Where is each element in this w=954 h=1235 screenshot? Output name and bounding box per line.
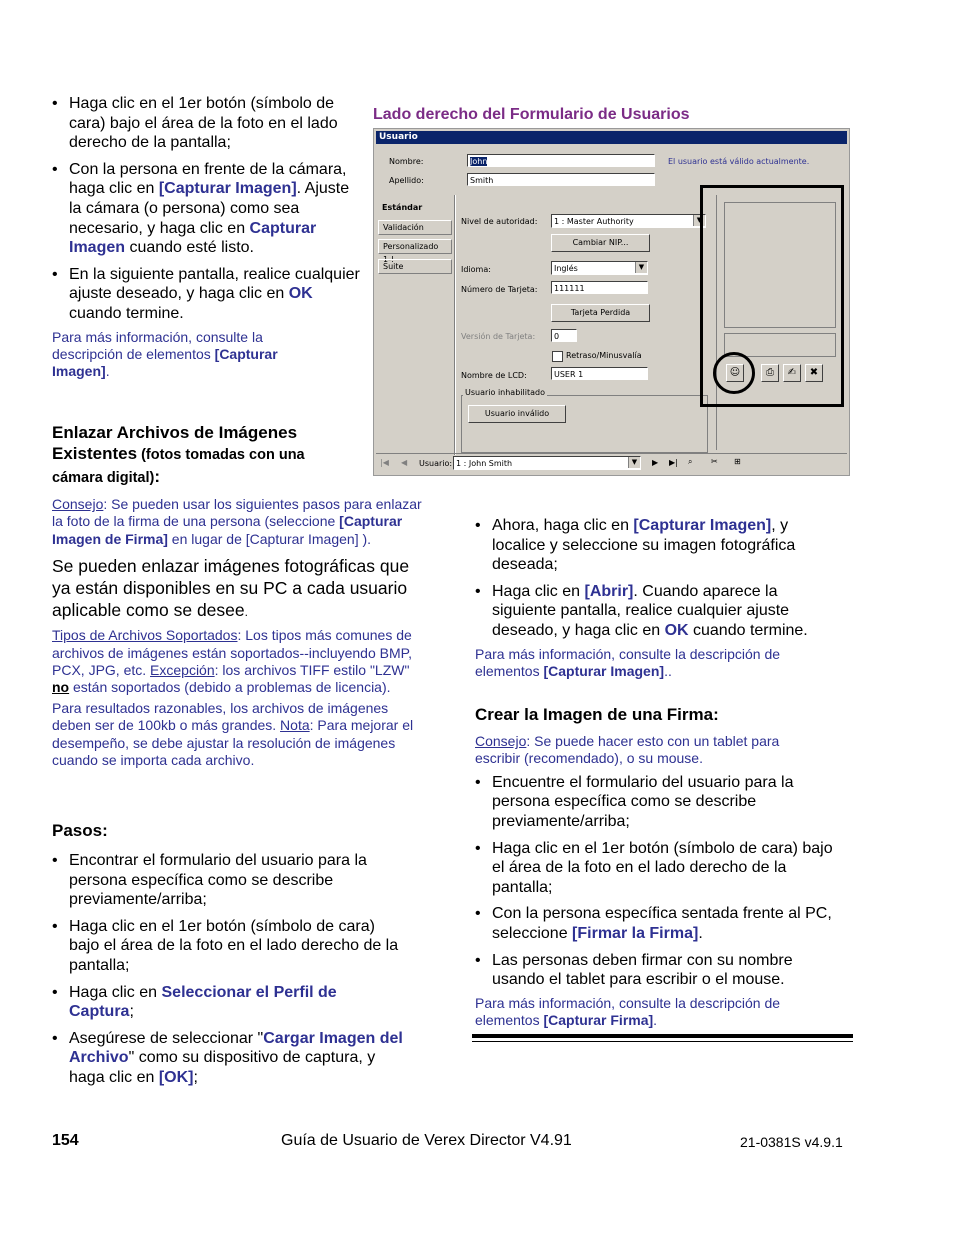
right-column — [475, 516, 837, 680]
signature-icon[interactable]: ✍ — [783, 364, 801, 382]
tarjeta-label: Número de Tarjeta: — [461, 285, 538, 294]
capture-image-link: [Capturar Imagen] — [633, 517, 772, 534]
tip-note: Consejo: Se pueden usar los siguientes pasos para enlazar la foto de la firma de una persona (seleccione [Capturar Imagen de Firma] en lugar de [Capturar Imagen] ). — [52, 496, 422, 547]
nav-divider — [376, 453, 847, 454]
signature-steps-list — [475, 773, 837, 990]
section-end-rule — [472, 1034, 853, 1038]
list-item — [52, 160, 362, 258]
capture-image-link: Capturar Imagen — [69, 219, 317, 257]
left-column-mid — [52, 496, 432, 769]
face-icon[interactable]: ☺ — [726, 364, 744, 382]
apellido-label: Apellido: — [389, 176, 424, 185]
nivel-select[interactable]: 1 : Master Authority ▼ — [551, 214, 706, 228]
tarjeta-field[interactable]: 111111 — [551, 281, 648, 294]
list-item: • Asegúrese de seleccionar "Cargar Imagen del Archivo" como su dispositivo de captura, y haga clic en [OK]; — [52, 1029, 409, 1088]
open-link: [Abrir] — [584, 582, 634, 600]
bullet-text: Con la persona en frente de la cámara, haga clic en — [69, 160, 347, 198]
sign-signature-link: [Firmar la Firma] — [572, 924, 699, 942]
more-info-note: Para más información, consulte la descripción de elementos [Capturar Firma]. — [475, 994, 781, 1029]
load-image-file-link: Cargar Imagen del Archivo — [69, 1029, 403, 1067]
supported-types-note: Tipos de Archivos Soportados: Los tipos más comunes de archivos de imágenes están soportados--incluyendo BMP, PCX, JPG, etc. Excepción: los archivos TIFF estilo "LZW" no están soportados (debido a problemas de licencia). — [52, 627, 413, 696]
steps-list — [52, 851, 404, 1088]
search-icon[interactable]: ⌕ — [688, 457, 693, 466]
tab-estandar[interactable]: Estándar — [382, 203, 423, 212]
tab-personalizado[interactable]: Personalizado 1-! — [378, 239, 452, 254]
user-select[interactable]: 1 : John Smith ▼ — [453, 456, 641, 470]
prev-record-icon[interactable]: ◀ — [401, 458, 408, 467]
inhab-label: Usuario inhabilitado — [465, 388, 545, 397]
bullet-text: En la siguiente pantalla, realice cualquier ajuste deseado, y haga clic en — [69, 265, 360, 303]
next-record-icon[interactable]: ▶ — [652, 458, 659, 467]
tarjeta-perdida-button[interactable]: Tarjeta Perdida — [551, 304, 650, 322]
lcd-label: Nombre de LCD: — [461, 371, 527, 380]
add-record-icon[interactable]: ⊞ — [734, 457, 741, 466]
ok-link: OK — [288, 285, 313, 303]
chevron-down-icon: ▼ — [635, 262, 647, 273]
left-column — [52, 94, 362, 381]
intro-bullet-list — [52, 94, 362, 324]
nombre-field[interactable]: John — [467, 154, 655, 167]
signature-heading: Crear la Imagen de una Firma: — [475, 705, 719, 724]
list-item: • Las personas deben firmar con su nombre usando el tablet para escribir o el mouse. — [475, 951, 837, 990]
list-item: • Haga clic en Seleccionar el Perfil de Captura; — [52, 983, 369, 1022]
window-title-bar: Usuario — [376, 131, 847, 144]
tab-validacion[interactable]: Validación — [378, 220, 452, 235]
tip-note: Consejo: Se puede hacer esto con un tablet para escribir (recomendado), o su mouse. — [475, 733, 780, 767]
idioma-select[interactable]: Inglés ▼ — [551, 261, 648, 275]
list-item — [52, 265, 362, 324]
doc-id: 21-0381S v4.9.1 — [740, 1134, 843, 1150]
bullet-text: cuando esté listo. — [125, 239, 254, 257]
intro-paragraph: Se pueden enlazar imágenes fotográficas que ya están disponibles en su PC a cada usuario aplicable como se desee. — [52, 556, 410, 621]
idioma-label: Idioma: — [461, 265, 491, 274]
ok-link: OK — [664, 621, 689, 639]
tab-panel-border — [454, 195, 456, 455]
list-item — [52, 94, 362, 153]
chevron-down-icon: ▼ — [628, 457, 640, 468]
nombre-label: Nombre: — [389, 157, 424, 166]
tab-suite[interactable]: Suite — [378, 259, 452, 274]
printer-icon[interactable]: ⎙ — [761, 364, 779, 382]
bullet-text: cuando termine. — [69, 304, 184, 322]
list-item: • Haga clic en el 1er botón (símbolo de cara) bajo el área de la foto en el lado derecho de la pantalla; — [52, 917, 404, 976]
footer-title: Guía de Usuario de Verex Director V4.91 — [281, 1132, 572, 1149]
right-column-lower — [475, 733, 837, 1030]
more-info-note: Para más información, consulte la descripción de elementos [Capturar Imagen].. — [475, 645, 781, 679]
steps-heading: Pasos: — [52, 821, 108, 840]
user-form-screenshot — [373, 128, 850, 476]
capture-steps-list — [475, 516, 837, 641]
retraso-checkbox[interactable] — [552, 351, 563, 362]
usuario-invalido-button[interactable]: Usuario inválido — [468, 405, 566, 423]
first-record-icon[interactable]: |◀ — [380, 458, 389, 467]
last-record-icon[interactable]: ▶| — [669, 458, 678, 467]
select-capture-profile-link: Seleccionar el Perfil de Captura — [69, 983, 337, 1021]
list-item: • Encontrar el formulario del usuario para la persona específica como se describe previamente/arriba; — [52, 851, 404, 910]
lcd-field[interactable]: USER 1 — [551, 367, 648, 380]
chevron-down-icon: ▼ — [693, 215, 705, 226]
list-item: • Haga clic en [Abrir]. Cuando aparece la siguiente pantalla, realice cualquier ajuste deseado, y haga clic en OK cuando termine. — [475, 582, 837, 641]
list-item: • Ahora, haga clic en [Capturar Imagen], y localice y seleccione su imagen fotográfica deseada; — [475, 516, 837, 575]
delete-photo-icon[interactable]: ✖ — [805, 364, 823, 382]
version-field[interactable]: 0 — [551, 329, 577, 342]
steps-column — [52, 851, 404, 1095]
inhab-groupbox — [461, 395, 708, 453]
capture-image-link: [Capturar Imagen] — [158, 180, 297, 198]
section-heading-link-images: Enlazar Archivos de Imágenes Existentes (fotos tomadas con una cámara digital): — [52, 423, 305, 486]
version-label: Versión de Tarjeta: — [461, 332, 536, 341]
list-item: • Haga clic en el 1er botón (símbolo de cara) bajo el área de la foto en el lado derecho de la pantalla; — [475, 839, 837, 898]
bullet-text: Haga clic en el 1er botón (símbolo de cara) bajo el área de la foto en el lado derecho de la pantalla; — [69, 95, 338, 152]
highlight-circle — [713, 352, 755, 394]
list-item: • Con la persona específica sentada frente al PC, seleccione [Firmar la Firma]. — [475, 904, 837, 943]
figure-caption: Lado derecho del Formulario de Usuarios — [373, 106, 690, 123]
nivel-label: Nivel de autoridad: — [461, 217, 538, 226]
cambiar-nip-button[interactable]: Cambiar NIP... — [551, 234, 650, 252]
results-note: Para resultados razonables, los archivos de imágenes deben ser de 100kb o más grandes. Nota: Para mejorar el desempeño, se debe ajustar la resolución de imágenes cuando se importa cada archivo. — [52, 699, 414, 769]
nav-usuario-label: Usuario: — [419, 459, 453, 468]
retraso-label: Retraso/Minusvalía — [566, 351, 642, 360]
apellido-field[interactable]: Smith — [467, 173, 655, 186]
ok-link: [OK] — [158, 1068, 194, 1086]
filter-icon[interactable]: ✂ — [711, 457, 718, 466]
page-number: 154 — [52, 1132, 79, 1149]
status-text: El usuario está válido actualmente. — [668, 157, 810, 166]
more-info-note: Para más información, consulte la descripción de elementos [Capturar Imagen]. — [52, 328, 278, 380]
bullet-text: . Ajuste la cámara (o persona) como sea necesario, y haga clic en — [69, 180, 350, 237]
section-end-rule-thin — [472, 1041, 853, 1042]
list-item: • Encuentre el formulario del usuario para la persona específica como se describe previamente/arriba; — [475, 773, 837, 832]
